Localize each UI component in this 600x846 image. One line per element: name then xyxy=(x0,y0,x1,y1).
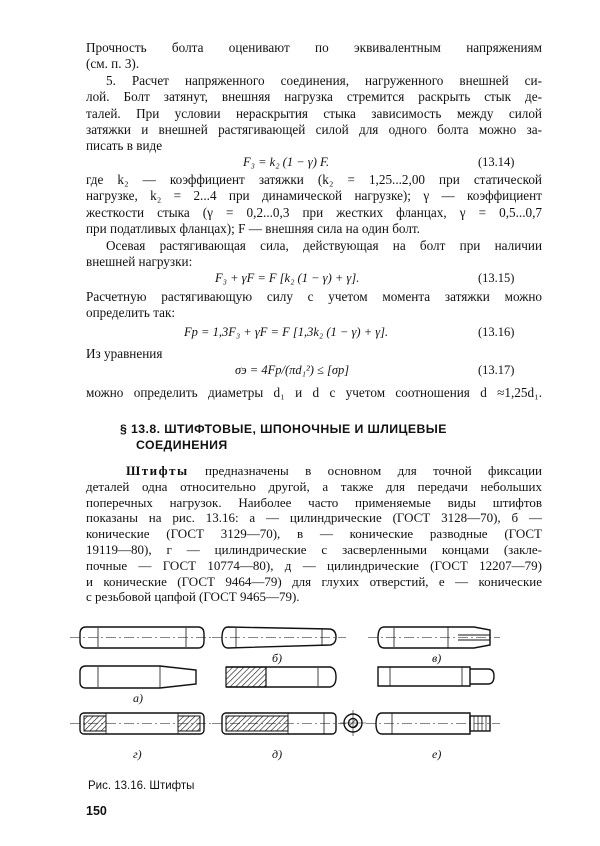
figure-caption: Рис. 13.16. Штифты xyxy=(88,780,195,792)
label-g: г) xyxy=(133,747,142,761)
formula-number: (13.17) xyxy=(478,363,515,377)
pin-cylindrical-top xyxy=(70,627,214,648)
formula-number: (13.15) xyxy=(478,271,515,285)
text-line: (см. п. 3). xyxy=(86,56,140,72)
text-line: с резьбовой цапфой (ГОСТ 9465—79). xyxy=(86,589,300,605)
pin-conical xyxy=(212,627,346,648)
label-v: в) xyxy=(432,651,442,665)
pin-threaded-tenon xyxy=(366,713,500,734)
label-e: е) xyxy=(432,747,442,761)
text-line: 5. Расчет напряженного соединения, нагруженного внешней си- xyxy=(106,73,542,88)
text-line: почные — ГОСТ 10774—80), д — цилиндрические (ГОСТ 12207—79) xyxy=(86,557,542,573)
text-line: конические (ГОСТ 3129—70), в — конические разводные (ГОСТ xyxy=(86,526,542,542)
term-pins: Штифты xyxy=(126,463,189,478)
text-line: где k₂ — коэффициент затяжки (k₂ = 1,25...2,00 при статической xyxy=(86,172,542,187)
pin-collared xyxy=(378,667,494,686)
pin-drilled-ends xyxy=(70,713,214,734)
label-b: б) xyxy=(272,651,283,665)
page-number: 150 xyxy=(86,804,107,818)
text-fragment: предназначены в основном для точной фиксации xyxy=(188,463,542,478)
formula-number: (13.14) xyxy=(478,155,515,169)
formula-13-15: F₃ + γF = F [k₂ (1 − γ) + γ]. xyxy=(215,271,360,285)
pin-blind-hole xyxy=(212,713,346,734)
formula-number: (13.16) xyxy=(478,325,515,339)
text-line: Из уравнения xyxy=(86,346,163,361)
pin-conical-hatched xyxy=(226,667,336,687)
text-line: при податливых фланцах); F — внешняя сила на один болт. xyxy=(86,220,420,236)
section-heading-line: СОЕДИНЕНИЯ xyxy=(136,438,228,452)
text-line: можно определить диаметры d₁ и d с учетом соотношения d ≈1,25d₁. xyxy=(86,385,542,400)
formula-13-17: σэ = 4Fр/(πd₁²) ≤ [σр] xyxy=(235,363,350,377)
text-line: затяжки и внешней растягивающей силой для одного болта можно за- xyxy=(86,121,542,137)
text-line: определить так: xyxy=(86,305,176,321)
text-line: лой. Болт затянут, внешняя нагрузка стремится раскрыть стык де- xyxy=(86,89,542,105)
label-d: д) xyxy=(272,747,283,761)
pin-conical-split xyxy=(368,627,500,648)
text-line: показаны на рис. 13.16: а — цилиндрические (ГОСТ 3128—70), б — xyxy=(86,510,542,526)
pin-end-view xyxy=(340,710,366,736)
label-a: а) xyxy=(133,691,143,705)
text-line: нагрузке, k₂ = 2...4 при динамической нагрузке); γ — коэффициент xyxy=(86,188,542,204)
text-line: Осевая растягивающая сила, действующая на болт при наличии xyxy=(106,238,542,253)
text-line: и конические (ГОСТ 9464—79) для глухих отверстий, е — конические xyxy=(86,573,542,589)
text-line: внешней нагрузки: xyxy=(86,254,193,270)
text-line: Расчетную растягивающую силу с учетом момента затяжки можно xyxy=(86,289,542,304)
formula-13-14: F₃ = k₂ (1 − γ) F. xyxy=(243,155,330,169)
text-line: писать в виде xyxy=(86,138,163,154)
section-heading-line: § 13.8. ШТИФТОВЫЕ, ШПОНОЧНЫЕ И ШЛИЦЕВЫЕ xyxy=(120,422,447,436)
text-line: 19119—80), г — цилиндрические с засверленными концами (закле- xyxy=(86,541,542,557)
text-line: талей. При условии нераскрытия стыка зависимость между силой xyxy=(86,105,542,121)
text-line: жесткости стыка (γ = 0,2...0,3 при жестких фланцах, γ = 0,5...0,7 xyxy=(86,204,542,220)
text-line: Прочность болта оценивают по эквивалентным напряжениям xyxy=(86,40,542,55)
text-line: деталей одна относительно другой, а также для передачи небольших xyxy=(86,478,542,494)
text-line: поперечных нагрузок. Наиболее часто применяемые виды штифтов xyxy=(86,494,542,510)
pin-cylindrical-stepped xyxy=(80,666,196,688)
formula-13-16: Fр = 1,3F₃ + γF = F [1,3k₂ (1 − γ) + γ]. xyxy=(184,325,389,339)
